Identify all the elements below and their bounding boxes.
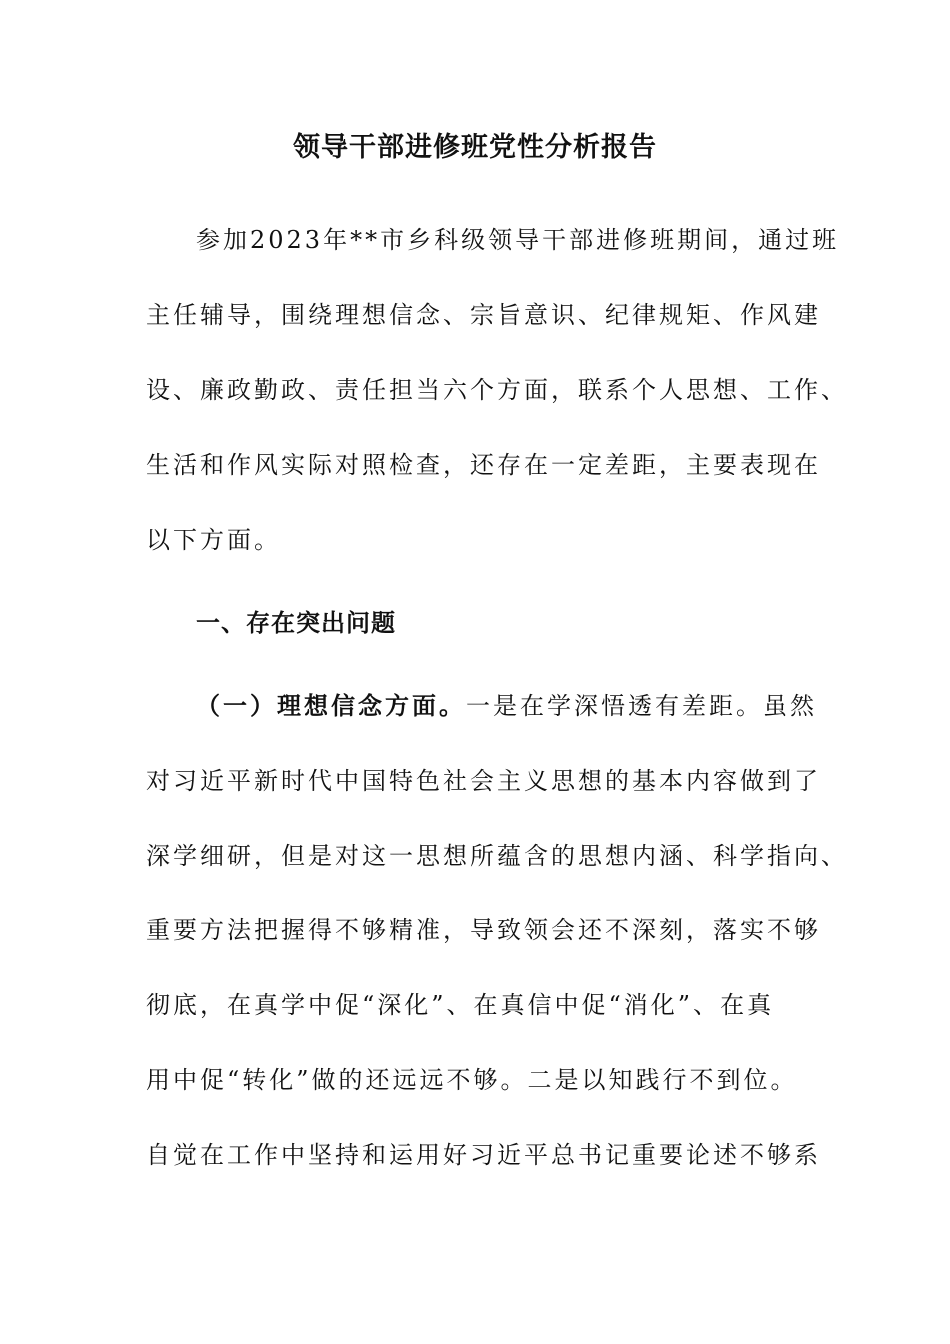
document-title: 领导干部进修班党性分析报告 bbox=[293, 132, 657, 163]
paragraph-line: 生活和作风实际对照检查，还存在一定差距，主要表现在 bbox=[146, 451, 821, 479]
section-heading: 一、存在突出问题 bbox=[196, 608, 396, 637]
paragraph-line: 自觉在工作中坚持和运用好习近平总书记重要论述不够系 bbox=[146, 1141, 821, 1169]
subsection-label: （一）理想信念方面。 bbox=[196, 691, 466, 720]
paragraph-line: 对习近平新时代中国特色社会主义思想的基本内容做到了 bbox=[146, 767, 821, 795]
paragraph-line: 参加2023年**市乡科级领导干部进修班期间，通过班 bbox=[196, 226, 840, 254]
paragraph-line: 重要方法把握得不够精准，导致领会还不深刻，落实不够 bbox=[146, 916, 821, 944]
paragraph-line: 设、廉政勤政、责任担当六个方面，联系个人思想、工作、 bbox=[146, 376, 848, 404]
paragraph-line: 主任辅导，围绕理想信念、宗旨意识、纪律规矩、作风建 bbox=[146, 301, 821, 329]
subsection-text: 一是在学深悟透有差距。虽然 bbox=[466, 692, 817, 720]
paragraph-line: 深学细研，但是对这一思想所蕴含的思想内涵、科学指向、 bbox=[146, 842, 848, 870]
paragraph-line: 以下方面。 bbox=[146, 526, 281, 554]
subsection-first-line bbox=[196, 688, 816, 724]
paragraph-line: 彻底，在真学中促“深化”、在真信中促“消化”、在真 bbox=[146, 991, 775, 1019]
paragraph-line: 用中促“转化”做的还远远不够。二是以知践行不到位。 bbox=[146, 1066, 798, 1094]
